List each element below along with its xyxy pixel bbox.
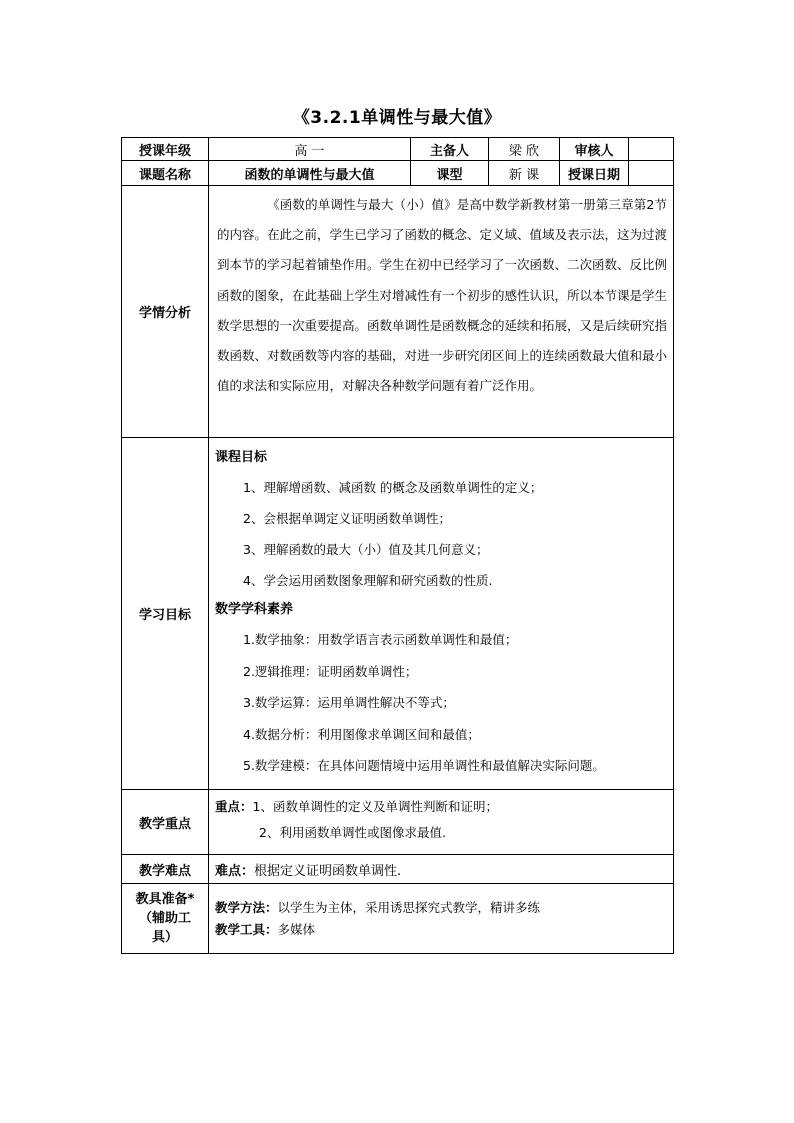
preparer-value: 梁 欣 <box>489 138 560 161</box>
key-point-1: 1、函数单调性的定义及单调性判断和证明； <box>252 799 498 814</box>
course-goal-item: 3、理解函数的最大（小）值及其几何意义； <box>243 542 489 557</box>
header-row-2 <box>122 161 674 186</box>
course-goal-item: 1、理解增函数、减函数 的概念及函数单调性的定义； <box>243 480 543 495</box>
date-label: 授课日期 <box>560 161 629 186</box>
document-title: 《3.2.1单调性与最大值》 <box>292 108 502 128</box>
analysis-text: 《函数的单调性与最大（小）值》是高中数学新教材第一册第三章第2节的内容。在此之前，学生已学习了函数的概念、定义域、值域及表示法，这为过渡到本节的学习起着铺垫作用。学生在初中已经学习了一次函数、二次函数、反比例函数的图象，在此基础上学生对增减性有一个初步的感性认识，所以本节课是学生数学思想的一次重要提高。函数单调性是函数概念的延续和拓展，又是后续研究指数函数、对数函数等内容的基础，对进一步研究闭区间上的连续函数最大值和最小值的求法和实际应用，对解决各种数学问题有着广泛作用。 <box>217 197 668 394</box>
analysis-row <box>122 186 674 438</box>
difficulty-row <box>122 855 674 884</box>
reviewer-label: 审核人 <box>560 138 629 161</box>
key-points-prefix: 重点： <box>215 799 253 814</box>
literacy-item: 2.逻辑推理：证明函数单调性； <box>243 663 418 679</box>
tools-row <box>122 884 674 954</box>
grade-value: 高 一 <box>209 138 411 161</box>
tools-label-line: 教具准备* <box>135 892 195 907</box>
literacy-heading: 数学学科素养 <box>215 602 294 617</box>
header-row-1 <box>122 138 674 161</box>
difficulty-prefix: 难点： <box>215 863 255 879</box>
topic-value: 函数的单调性与最大值 <box>209 161 411 186</box>
literacy-item: 5.数学建模：在具体问题情境中运用单调性和最值解决实际问题。 <box>243 758 605 773</box>
type-label: 课型 <box>411 161 489 186</box>
topic-label: 课题名称 <box>122 161 209 186</box>
course-goal-item: 2、会根据单调定义证明函数单调性； <box>243 511 451 526</box>
tool-label: 教学工具： <box>215 921 278 937</box>
tools-label-line: 具） <box>151 930 178 945</box>
difficulty-cell <box>209 855 674 884</box>
reviewer-value <box>629 138 674 161</box>
literacy-item: 4.数据分析：利用图像求单调区间和最值； <box>243 726 480 742</box>
literacy-item: 1.数学抽象：用数学语言表示函数单调性和最值； <box>243 632 518 647</box>
key-point-2: 2、利用函数单调性或图像求最值. <box>259 825 446 840</box>
literacy-item: 3.数学运算：运用单调性解决不等式； <box>243 695 455 710</box>
preparer-label: 主备人 <box>411 138 489 161</box>
difficulty-text: 根据定义证明函数单调性. <box>254 863 402 879</box>
objectives-cell <box>209 438 674 790</box>
tools-label-line: （辅助工 <box>138 911 191 926</box>
difficulty-label: 教学难点 <box>122 855 209 884</box>
course-goals-heading: 课程目标 <box>215 450 268 465</box>
tool-text: 多媒体 <box>277 921 316 937</box>
type-value: 新 课 <box>489 161 560 186</box>
tools-label <box>122 884 209 954</box>
key-points-cell <box>209 790 674 855</box>
analysis-label: 学情分析 <box>122 186 209 438</box>
key-points-label: 教学重点 <box>122 790 209 855</box>
date-value <box>629 161 674 186</box>
lesson-plan-table <box>121 137 674 954</box>
course-goal-item: 4、学会运用函数图象理解和研究函数的性质. <box>243 573 493 588</box>
method-text: 以学生为主体，采用诱思探究式教学，精讲多练 <box>277 899 541 915</box>
key-points-row <box>122 790 674 855</box>
tools-cell <box>209 884 674 954</box>
method-label: 教学方法： <box>215 899 278 915</box>
grade-label: 授课年级 <box>122 138 209 161</box>
objectives-row <box>122 438 674 790</box>
analysis-text-cell <box>209 186 674 438</box>
objectives-label: 学习目标 <box>122 438 209 790</box>
